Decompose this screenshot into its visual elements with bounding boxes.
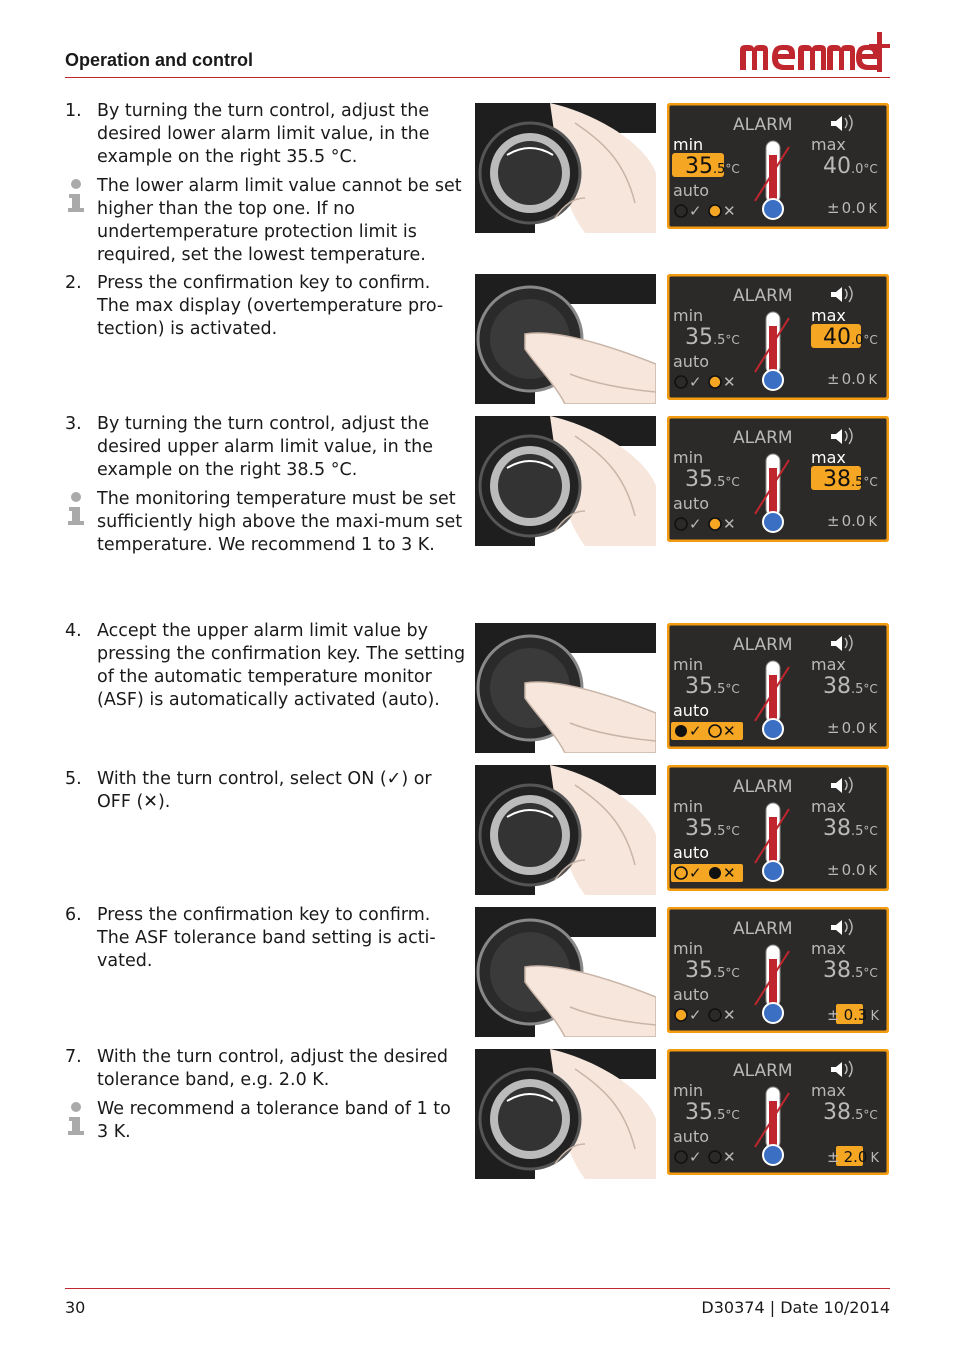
tolerance-value: ± 0.0 K	[827, 370, 877, 388]
tolerance-value: ± 2.0 K	[827, 1148, 879, 1166]
min-label: min	[673, 135, 704, 154]
min-label: min	[673, 306, 704, 325]
min-value: 35.5°C	[685, 816, 740, 841]
header-rule	[65, 77, 890, 78]
auto-label: auto	[673, 181, 710, 200]
svg-text:✓: ✓	[689, 202, 702, 220]
min-value: 35.5°C	[685, 467, 740, 492]
auto-label: auto	[673, 843, 710, 862]
turn-control-photo	[475, 765, 656, 895]
auto-code: auto	[388, 690, 428, 710]
max-value: 38.5°C	[823, 674, 878, 699]
alarm-display	[667, 907, 889, 1033]
max-label: max	[811, 448, 846, 467]
info-icon	[65, 492, 87, 526]
alarm-label: ALARM	[733, 428, 793, 448]
auto-label: auto	[673, 352, 710, 371]
auto-label: auto	[673, 494, 710, 513]
svg-text:✓: ✓	[689, 373, 702, 391]
max-value: 40.0°C	[823, 154, 878, 179]
svg-text:✕: ✕	[723, 722, 736, 740]
alarm-label: ALARM	[733, 286, 793, 306]
press-key-photo	[475, 274, 656, 404]
svg-text:✓: ✓	[689, 722, 702, 740]
max-label: max	[811, 939, 846, 958]
tolerance-value: ± 0.0 K	[827, 861, 877, 879]
min-label: min	[673, 797, 704, 816]
svg-text:✕: ✕	[723, 1006, 736, 1024]
alarm-display	[667, 1049, 889, 1175]
max-value: 38.5°C	[823, 958, 878, 983]
auto-label: auto	[673, 985, 710, 1004]
svg-text:✓: ✓	[689, 515, 702, 533]
auto-label: auto	[673, 701, 710, 720]
max-label: max	[811, 655, 846, 674]
svg-text:✓: ✓	[689, 1006, 702, 1024]
svg-text:✓: ✓	[689, 864, 702, 882]
max-value: 38.5°C	[823, 467, 878, 492]
min-value: 35.5°C	[685, 1100, 740, 1125]
svg-text:✕: ✕	[723, 864, 736, 882]
alarm-label: ALARM	[733, 777, 793, 797]
min-value: 35.5°C	[685, 325, 740, 350]
turn-control-photo	[475, 1049, 656, 1179]
press-key-photo	[475, 623, 656, 753]
max-label: max	[811, 1081, 846, 1100]
page-number: 30	[65, 1298, 86, 1317]
min-label: min	[673, 655, 704, 674]
tolerance-value: ± 0.3 K	[827, 1006, 879, 1024]
max-label: max	[811, 135, 846, 154]
tolerance-value: ± 0.0 K	[827, 512, 877, 530]
alarm-display	[667, 103, 889, 229]
press-key-photo	[475, 907, 656, 1037]
svg-text:✕: ✕	[723, 515, 736, 533]
section-title: Operation and control	[65, 50, 254, 70]
info-icon	[65, 179, 87, 213]
max-value: 40.0°C	[823, 325, 878, 350]
memmert-logo	[738, 30, 890, 74]
tolerance-value: ± 0.0 K	[827, 719, 877, 737]
turn-control-photo	[475, 103, 656, 233]
max-code: max	[135, 296, 174, 316]
footer-rule	[65, 1288, 890, 1289]
alarm-display	[667, 765, 889, 891]
tolerance-value: ± 0.0 K	[827, 199, 877, 217]
alarm-label: ALARM	[733, 115, 793, 135]
max-label: max	[811, 306, 846, 325]
doc-reference: D30374 | Date 10/2014	[701, 1298, 890, 1317]
max-value: 38.5°C	[823, 1100, 878, 1125]
svg-text:✕: ✕	[723, 373, 736, 391]
alarm-display	[667, 416, 889, 542]
svg-text:✓: ✓	[689, 1148, 702, 1166]
svg-text:✕: ✕	[723, 1148, 736, 1166]
auto-label: auto	[673, 1127, 710, 1146]
min-label: min	[673, 939, 704, 958]
alarm-label: ALARM	[733, 1061, 793, 1081]
min-label: min	[673, 1081, 704, 1100]
min-value: 35.5°C	[685, 154, 740, 179]
alarm-label: ALARM	[733, 919, 793, 939]
turn-control-photo	[475, 416, 656, 546]
max-label: max	[811, 797, 846, 816]
alarm-display	[667, 274, 889, 400]
max-value: 38.5°C	[823, 816, 878, 841]
min-value: 35.5°C	[685, 674, 740, 699]
min-label: min	[673, 448, 704, 467]
min-value: 35.5°C	[685, 958, 740, 983]
info-icon	[65, 1102, 87, 1136]
svg-text:✕: ✕	[723, 202, 736, 220]
alarm-display	[667, 623, 889, 749]
alarm-label: ALARM	[733, 635, 793, 655]
